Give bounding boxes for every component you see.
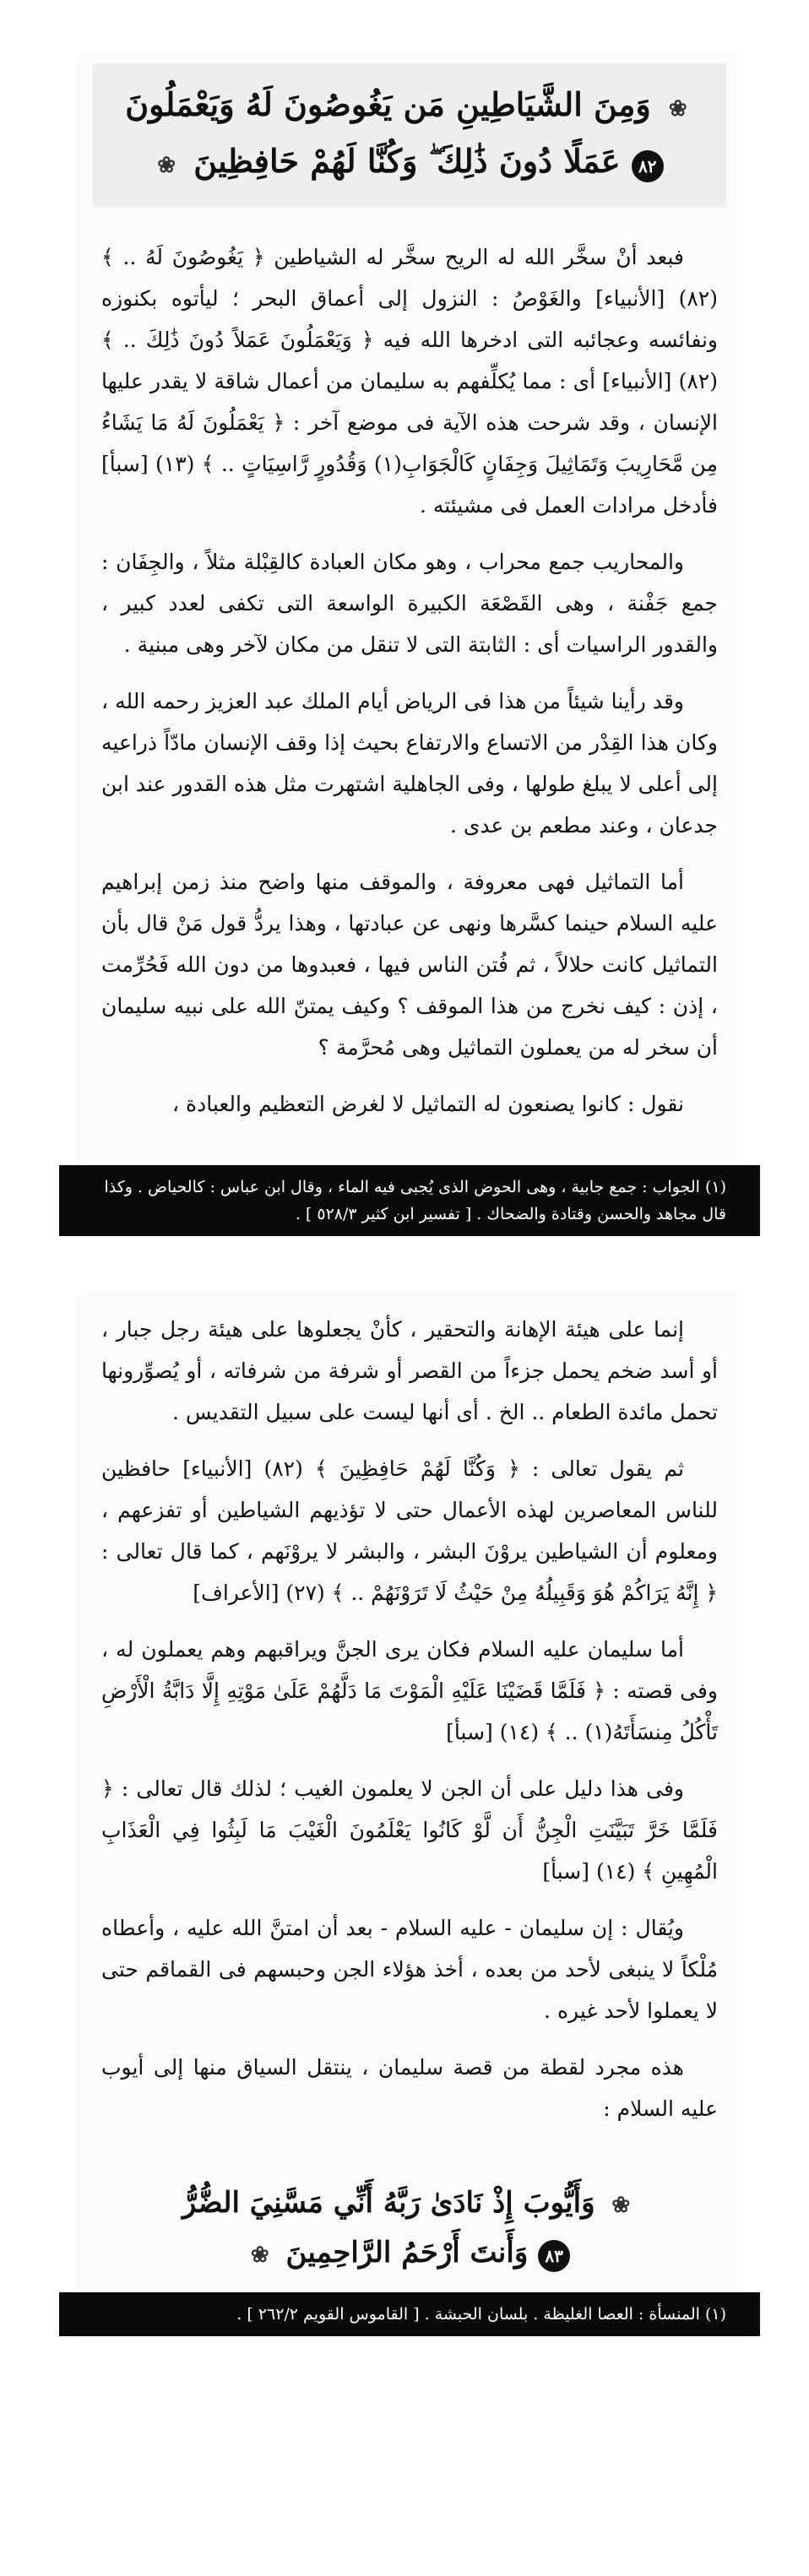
footnote-text: (١) الجواب : جمع جابية ، وهى الحوض الذى يُجبى فيه الماء ، وقال ابن عباس : كالحياض . وكذا قال مجاهد والحسن وقتادة والضحاك . [ تفسير ابن كثير ٥٢٨/٣ ] . xyxy=(104,1178,726,1223)
paragraph: أما سليمان عليه السلام فكان يرى الجنَّ ويراقبهم وهم يعملون له ، وفى قصته : ﴿ فَلَمَّا قَضَيْنَا عَلَيْهِ الْمَوْتَ مَا دَلَّهُمْ عَلَىٰ مَوْتِهِ إِلَّا دَابَّةُ الْأَرْضِ تَأْكُلُ مِنسَأَتَهُ(١) .. ﴾ (١٤) [سبأ] xyxy=(101,1637,718,1744)
closing-verse-box xyxy=(93,2174,726,2284)
paragraph: أما التماثيل فهى معروفة ، والموقف منها واضح منذ زمن إبراهيم عليه السلام حينما كسَّرها ونهى عن عبادتها ، وهذا يردُّ قول مَنْ قال بأن التماثيل كانت حلالاً ، ثم فُتن الناس فيها ، فعبدوها من دون الله فَحُرِّمت ، إذن : كيف نخرج من هذا الموقف ؟ وكيف يمتنّ الله على نبيه سليمان أن سخر له من يعملون التماثيل وهى مُحرَّمة ؟ xyxy=(101,870,718,1060)
verse-number-badge: ٨٣ xyxy=(538,2240,570,2272)
closing-verse-line-1: وَأَيُّوبَ إِذْ نَادَىٰ رَبَّهُ أَنِّي مَسَّنِيَ الضُّرُّ xyxy=(182,2186,595,2220)
page-1-body xyxy=(101,236,718,1125)
paragraph: هذه مجرد لقطة من قصة سليمان ، ينتقل السياق منها إلى أيوب عليه السلام : xyxy=(101,2055,718,2121)
paragraph: نقول : كانوا يصنعون له التماثيل لا لغرض التعظيم والعبادة ، xyxy=(171,1092,684,1116)
paragraph: والمحاريب جمع محراب ، وهو مكان العبادة كالقِبْلة مثلاً ، والجِفَان : جمع جَفْنة ، وهى القَصْعَة الكبيرة الواسعة التى تكفى لعدد كبير ، والقدور الراسيات أى : الثابتة التى لا تنقل من مكان لآخر وهى مبنية . xyxy=(101,550,718,657)
footnote-text: (١) المنسأة : العصا الغليظة . بلسان الحبشة . [ القاموس القويم ٢٦٢/٢ ] . xyxy=(236,2305,726,2324)
ornament-icon: ❀ xyxy=(157,153,176,178)
paragraph: ثم يقول تعالى : ﴿ وَكُنَّا لَهُمْ حَافِظِينَ ﴾ (٨٢) [الأنبياء] حافظين للناس المعاصرين لهذه الأعمال حتى لا تؤذيهم الشياطين أو تفزعهم ، ومعلوم أن الشياطين يروْنَ البشر ، والبشر لا يروْنَهم ، كما قال تعالى : ﴿ إِنَّهُ يَرَاكُمْ هُوَ وَقَبِيلُهُ مِنْ حَيْثُ لَا تَرَوْنَهُمْ .. ﴾ (٢٧) [الأعراف] xyxy=(101,1456,718,1605)
closing-verse-line-2: وَأَنتَ أَرْحَمُ الرَّاحِمِينَ xyxy=(285,2236,529,2270)
paragraph: فبعد أنْ سخَّر الله له الريح سخَّر له الشياطين ﴿ يَغُوصُونَ لَهُ .. ﴾ (٨٢) [الأنبياء] والغَوْصُ : النزول إلى أعماق البحر ؛ ليأتوه بكنوزه ونفائسه وعجائبه التى ادخرها الله فيه ﴿ وَيَعْمَلُونَ عَمَلاً دُونَ ذَٰلِكَ .. ﴾ (٨٢) [الأنبياء] أى : مما يُكلِّفهم به سليمان من أعمال شاقة لا يقدر عليها الإنسان ، وقد شرحت هذه الآية فى موضع آخر : ﴿ يَعْمَلُونَ لَهُ مَا يَشَاءُ مِن مَّحَارِيبَ وَتَمَاثِيلَ وَجِفَانٍ كَالْجَوَابِ(١) وَقُدُورٍ رَّاسِيَاتٍ .. ﴾ (١٣) [سبأ] فأدخل مرادات العمل فى مشيئته . xyxy=(101,245,718,518)
header-verse-line-2: عَمَلًا دُونَ ذَٰلِكَ ۖ وَكُنَّا لَهُمْ حَافِظِينَ xyxy=(193,142,621,180)
paragraph: ويُقال : إن سليمان - عليه السلام - بعد أن امتنَّ الله عليه ، وأعطاه مُلْكاً لا ينبغى لأحد من بعده ، أخذ هؤلاء الجن وحبسهم فى القماقم حتى لا يعملوا لأحد غيره . xyxy=(101,1916,718,2023)
header-verse-line-1: وَمِنَ الشَّيَاطِينِ مَن يَغُوصُونَ لَهُ وَيَعْمَلُونَ xyxy=(125,85,651,123)
verse-number-badge: ٨٢ xyxy=(632,150,664,182)
page-2 xyxy=(76,1292,743,2339)
footnote-bar xyxy=(59,2292,760,2336)
paragraph: وقد رأينا شيئاً من هذا فى الرياض أيام الملك عبد العزيز رحمه الله ، وكان هذا القِدْر من الاتساع والارتفاع بحيث إذا وقف الإنسان مادّاً ذراعيه إلى أعلى لا يبلغ طولها ، وفى الجاهلية اشتهرت مثل هذه القدور عند ابن جدعان ، وعند مطعم بن عدى . xyxy=(101,689,718,838)
paragraph: إنما على هيئة الإهانة والتحقير ، كأنْ يجعلوها على هيئة رجل جبار ، أو أسد ضخم يحمل جزءاً من القصر أو شرفة من شرفاته ، أو يُصوِّرونها تحمل مائدة الطعام .. الخ . أى أنها ليست على سبيل التقديس . xyxy=(101,1317,718,1424)
page-2-body xyxy=(101,1309,718,2145)
ornament-icon: ❀ xyxy=(668,96,687,122)
footnote-bar xyxy=(59,1165,760,1236)
paragraph: وفى هذا دليل على أن الجن لا يعلمون الغيب ؛ لذلك قال تعالى : ﴿ فَلَمَّا خَرَّ تَبَيَّنَتِ الْجِنُّ أَن لَّوْ كَانُوا يَعْلَمُونَ الْغَيْبَ مَا لَبِثُوا فِي الْعَذَابِ الْمُهِينِ ﴾ (١٤) [سبأ] xyxy=(101,1776,718,1884)
ornament-icon: ❀ xyxy=(611,2193,631,2218)
page-1 xyxy=(76,55,743,1228)
header-verse-box xyxy=(93,63,726,207)
ornament-icon: ❀ xyxy=(250,2242,269,2268)
